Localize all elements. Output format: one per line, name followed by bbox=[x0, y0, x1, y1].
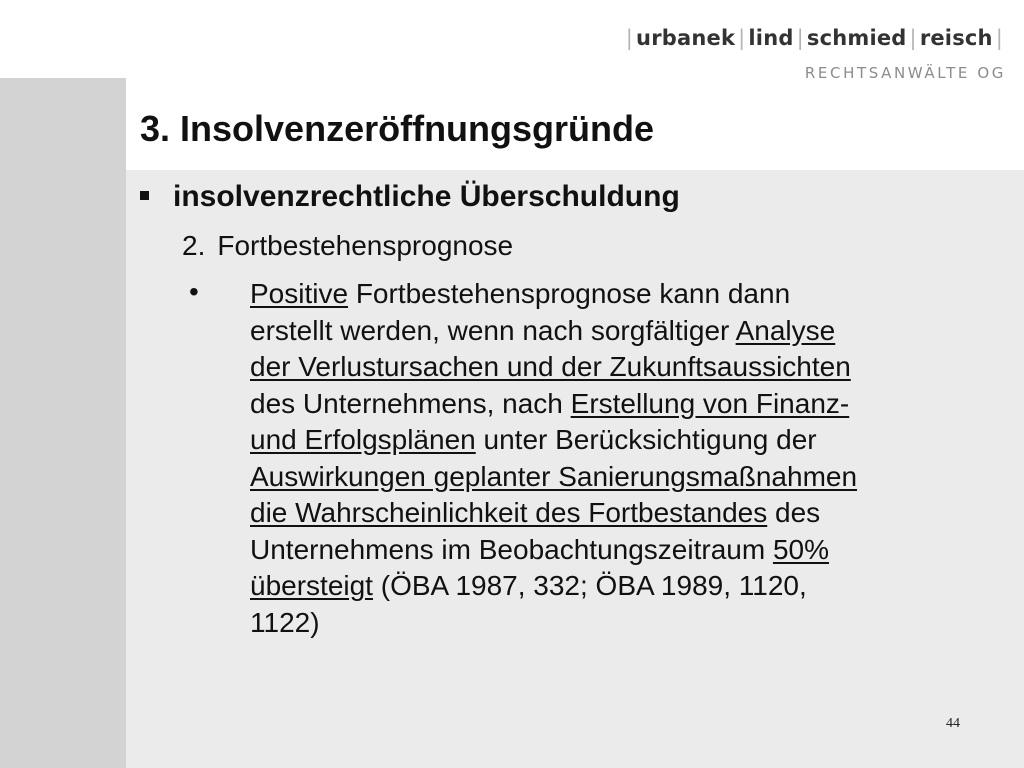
underlined-term: übersteigt bbox=[250, 570, 373, 601]
bullet-text: insolvenzrechtliche Überschuldung bbox=[173, 180, 680, 213]
logo-name-reisch: reisch bbox=[919, 26, 993, 50]
sub-item-text: Fortbestehensprognose bbox=[217, 230, 514, 261]
underlined-term: 50% bbox=[772, 533, 829, 565]
sub-item-number: 2. bbox=[182, 230, 206, 261]
paragraph-text: des Unternehmens, nach bbox=[250, 387, 571, 419]
logo-name-urbanek: urbanek bbox=[636, 26, 736, 50]
underlined-term: Analyse bbox=[735, 314, 836, 346]
underlined-term: die Wahrscheinlichkeit des Fortbestandes bbox=[250, 497, 768, 528]
paragraph-line bbox=[250, 313, 1010, 350]
paragraph-line bbox=[250, 568, 1010, 605]
underlined-term: Auswirkungen geplanter Sanierungsmaßnahmen bbox=[250, 460, 858, 492]
body-paragraph bbox=[250, 276, 1010, 641]
slide-title: 3. Insolvenzeröffnungsgründe bbox=[140, 108, 655, 149]
paragraph-text: Fortbestehensprognose kann dann bbox=[348, 278, 791, 309]
logo-names: | urbanek | lind | schmied | reisch | bbox=[625, 26, 1003, 50]
paragraph-line bbox=[250, 605, 1010, 642]
paragraph-text: (ÖBA 1987, 332; ÖBA 1989, 1120, bbox=[372, 570, 807, 601]
dot-bullet-icon: • bbox=[189, 276, 199, 307]
page-number: 44 bbox=[946, 716, 960, 731]
bullet-item bbox=[140, 180, 680, 214]
left-sidebar-bar bbox=[0, 78, 126, 768]
paragraph-text: erstellt werden, wenn nach sorgfältiger bbox=[250, 314, 736, 346]
logo-subtitle: RECHTSANWÄLTE OG bbox=[804, 64, 1006, 82]
square-bullet-icon bbox=[140, 191, 149, 200]
paragraph-line bbox=[250, 422, 1010, 459]
paragraph-line bbox=[250, 532, 1010, 569]
paragraph-line bbox=[250, 276, 1010, 313]
logo-name-lind: lind bbox=[748, 26, 794, 50]
paragraph-line bbox=[250, 495, 1010, 532]
underlined-term: der Verlustursachen und der Zukunftsaussichten bbox=[250, 351, 851, 382]
underlined-term: und Erfolgsplänen bbox=[250, 424, 476, 455]
paragraph-text: Unternehmens im Beobachtungszeitraum bbox=[250, 533, 773, 565]
sub-item bbox=[182, 230, 513, 262]
paragraph-line bbox=[250, 459, 1010, 496]
paragraph-line bbox=[250, 349, 1010, 386]
paragraph-text: 1122) bbox=[250, 606, 320, 638]
paragraph-text: unter Berücksichtigung der bbox=[475, 424, 817, 455]
underlined-term: Erstellung von Finanz- bbox=[570, 387, 850, 419]
underlined-term: Positive bbox=[250, 278, 349, 309]
logo-name-schmied: schmied bbox=[806, 26, 907, 50]
paragraph-line bbox=[250, 386, 1010, 423]
firm-logo bbox=[623, 26, 1006, 82]
paragraph-text: des bbox=[767, 497, 821, 528]
